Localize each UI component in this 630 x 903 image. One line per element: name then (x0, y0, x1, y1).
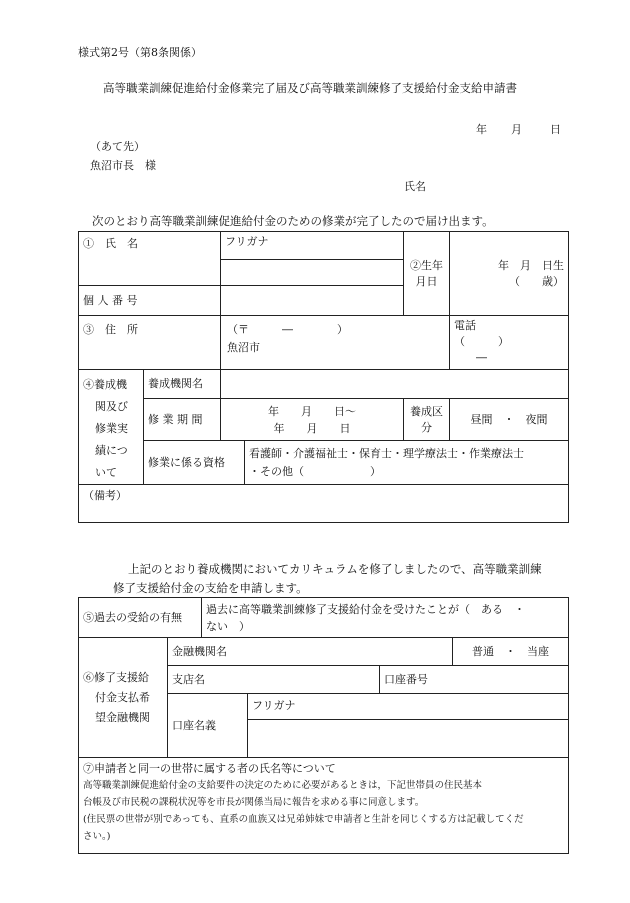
holder-furigana-label: フリガナ (252, 699, 296, 712)
age-value: （ 歳） (509, 274, 564, 288)
bank-label-line: 付金支払希 (95, 690, 150, 704)
bank-name-label: 金融機関名 (172, 644, 227, 658)
address-field[interactable] (221, 316, 450, 370)
branch-label: 支店名 (172, 672, 205, 686)
phone-label: 電話 (454, 319, 476, 332)
form-title: 高等職業訓練促進給付金修業完了届及び高等職業訓練修了支援給付金支給申請書 (103, 81, 517, 95)
postal-code: （〒 ― ） (227, 323, 348, 336)
applicant-name-field[interactable] (221, 260, 404, 286)
qualification-other: ・その他（ ） (249, 464, 381, 478)
bank-name-field[interactable] (168, 638, 453, 666)
addressee-label: （あて先） (90, 140, 145, 153)
period-from: 年 月 日～ (268, 404, 356, 418)
household-note-line2: さい。) (83, 831, 111, 842)
completion-report-table (78, 231, 569, 523)
date-month: 月 (511, 123, 522, 136)
training-label-line: 関及び (95, 400, 128, 413)
support-application-table (78, 597, 569, 854)
consent-line1: 高等職業訓練促進給付金の支給要件の決定のために必要があるときは，下記世帯員の住民基本 (83, 780, 483, 791)
bank-section-label (79, 638, 168, 758)
birthdate-value: 年 月 日生 (498, 258, 564, 272)
account-number-field[interactable] (380, 666, 569, 694)
date-day: 日 (550, 123, 561, 136)
past-receipt-question: 過去に高等職業訓練修了支援給付金を受けたことが（ ある ・ (206, 602, 525, 616)
past-receipt-choice[interactable] (202, 598, 569, 638)
section2-intro-line2: 修了支援給付金の支給を申請します。 (113, 581, 308, 595)
bank-label-line: ⑥修了支援給 (83, 670, 149, 684)
period-field[interactable] (221, 399, 404, 441)
phone-area-code: （ ） (454, 335, 509, 348)
period-label: 修 業 期 間 (144, 399, 221, 441)
form-number: 様式第2号（第8条関係） (78, 46, 202, 59)
household-note-line1: (住民票の世帯が別であっても、直系の血族又は兄弟姉妹で申請者と生計を同じくする方は記載してくだ (83, 814, 524, 825)
branch-field[interactable] (168, 666, 380, 694)
furigana-label: フリガナ (225, 235, 269, 248)
remarks-field[interactable] (79, 485, 569, 523)
training-label-line: 修業実 (95, 422, 128, 435)
birthdate-field[interactable] (450, 232, 569, 316)
institution-label: 養成機関名 (144, 370, 221, 399)
address-city: 魚沼市 (227, 341, 260, 354)
name-label: ① 氏 名 (79, 232, 221, 286)
training-label-line: ④養成機 (83, 378, 127, 391)
account-holder-label: 口座名義 (168, 694, 248, 758)
furigana-field[interactable] (221, 232, 404, 260)
addressee: 魚沼市長 様 (90, 159, 156, 172)
mynumber-field[interactable] (221, 286, 404, 316)
training-label-line: いて (95, 466, 117, 479)
training-section-label (79, 370, 144, 485)
phone-field[interactable] (450, 316, 569, 370)
qualification-options: 看護師・介護福祉士・保育士・理学療法士・作業療法士 (249, 446, 524, 460)
bank-label-line: 望金融機関 (95, 710, 150, 724)
remarks-label: （備考） (83, 489, 127, 502)
institution-field[interactable] (221, 370, 569, 399)
past-receipt-question-end: ない ） (206, 619, 250, 633)
qualification-choice[interactable] (245, 441, 569, 485)
section1-intro: 次のとおり高等職業訓練促進給付金のための修業が完了したので届け出ます。 (92, 214, 494, 228)
address-label: ③ 住 所 (79, 316, 221, 370)
section2-intro-line1: 上記のとおり養成機関においてカリキュラムを修了しましたので、高等職業訓練 (128, 562, 542, 576)
household-section[interactable] (79, 758, 569, 854)
date-year: 年 (476, 123, 487, 136)
account-number-label: 口座番号 (384, 672, 428, 686)
training-label-line: 績につ (95, 444, 128, 457)
account-type-choice[interactable]: 普通 ・ 当座 (453, 638, 569, 666)
period-to: 年 月 日 (273, 421, 351, 435)
household-title: ⑦申請者と同一の世帯に属する者の氏名等について (83, 762, 336, 775)
division-label: 養成区分 (404, 399, 450, 441)
division-choice[interactable]: 昼間 ・ 夜間 (450, 399, 569, 441)
qualification-label: 修業に係る資格 (144, 441, 245, 485)
applicant-name-label: 氏名 (404, 180, 426, 193)
mynumber-label: 個 人 番 号 (79, 286, 221, 316)
account-holder-field[interactable] (248, 720, 569, 758)
consent-line2: 台帳及び市民税の課税状況等を市長が関係当局に報告を求める事に同意します。 (83, 797, 425, 808)
birthdate-label: ②生年月日 (404, 232, 450, 316)
holder-furigana-field[interactable] (248, 694, 569, 720)
phone-dash: ― (476, 351, 487, 364)
past-receipt-label: ⑤過去の受給の有無 (79, 598, 202, 638)
